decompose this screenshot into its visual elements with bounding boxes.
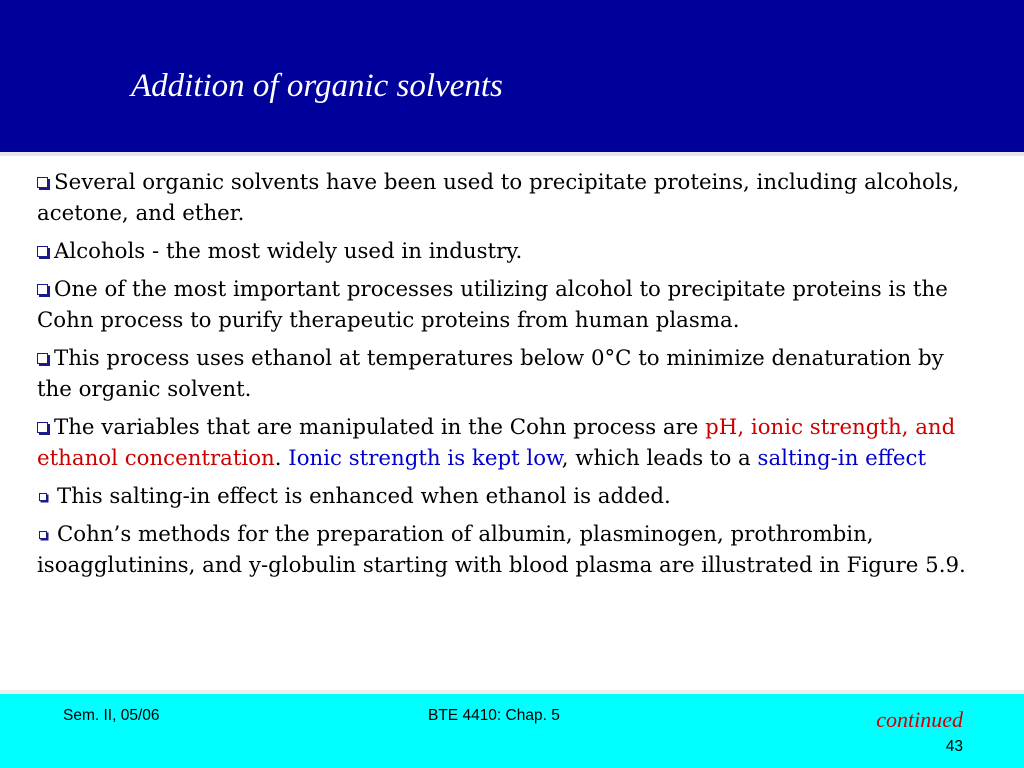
square-bullet-icon	[37, 422, 48, 433]
slide-body	[37, 167, 967, 588]
bullet-text-plain: .	[274, 446, 289, 471]
square-bullet-icon	[37, 177, 48, 188]
footer-semester: Sem. II, 05/06	[63, 707, 160, 724]
small-square-bullet-icon	[39, 531, 47, 539]
small-square-bullet-icon	[39, 493, 47, 501]
bullet-text-red-highlight: pH, ionic strength, and ethanol concentration	[37, 415, 956, 471]
page-number: 43	[945, 738, 963, 755]
bullet-item	[37, 236, 967, 267]
slide-header	[0, 0, 1024, 152]
bullet-text-blue-highlight: salting-in effect	[757, 446, 927, 471]
slide-title: Addition of organic solvents	[131, 68, 503, 104]
footer-course: BTE 4410: Chap. 5	[428, 707, 560, 724]
slide-footer	[0, 694, 1024, 768]
bullet-item	[37, 343, 967, 405]
square-bullet-icon	[37, 284, 48, 295]
bullet-text: Alcohols - the most widely used in industry.	[54, 239, 523, 264]
bullet-text: Several organic solvents have been used to precipitate proteins, including alcohols, acetone, and ether.	[37, 170, 960, 226]
bullet-text-blue-highlight: Ionic strength is kept low	[288, 446, 562, 471]
square-bullet-icon	[37, 246, 48, 257]
footer-continued: continued	[876, 707, 963, 732]
bullet-text-plain: The variables that are manipulated in the Cohn process are	[54, 415, 706, 440]
bullet-item	[37, 412, 967, 474]
bullet-text-plain: , which leads to a	[561, 446, 758, 471]
bullet-text: This process uses ethanol at temperatures below 0°C to minimize denaturation by the organic solvent.	[37, 346, 944, 402]
square-bullet-icon	[37, 353, 48, 364]
bullet-text: Cohn’s methods for the preparation of albumin, plasminogen, prothrombin, isoagglutinins, and y-globulin starting with blood plasma are illustrated in Figure 5.9.	[37, 522, 966, 578]
bullet-item	[37, 274, 967, 336]
bullet-item	[37, 167, 967, 229]
bullet-item	[37, 481, 967, 512]
bullet-text: One of the most important processes utilizing alcohol to precipitate proteins is the Cohn process to purify therapeutic proteins from human plasma.	[37, 277, 948, 333]
bullet-item	[37, 519, 967, 581]
header-divider	[0, 152, 1024, 156]
bullet-text: This salting-in effect is enhanced when ethanol is added.	[57, 484, 671, 509]
